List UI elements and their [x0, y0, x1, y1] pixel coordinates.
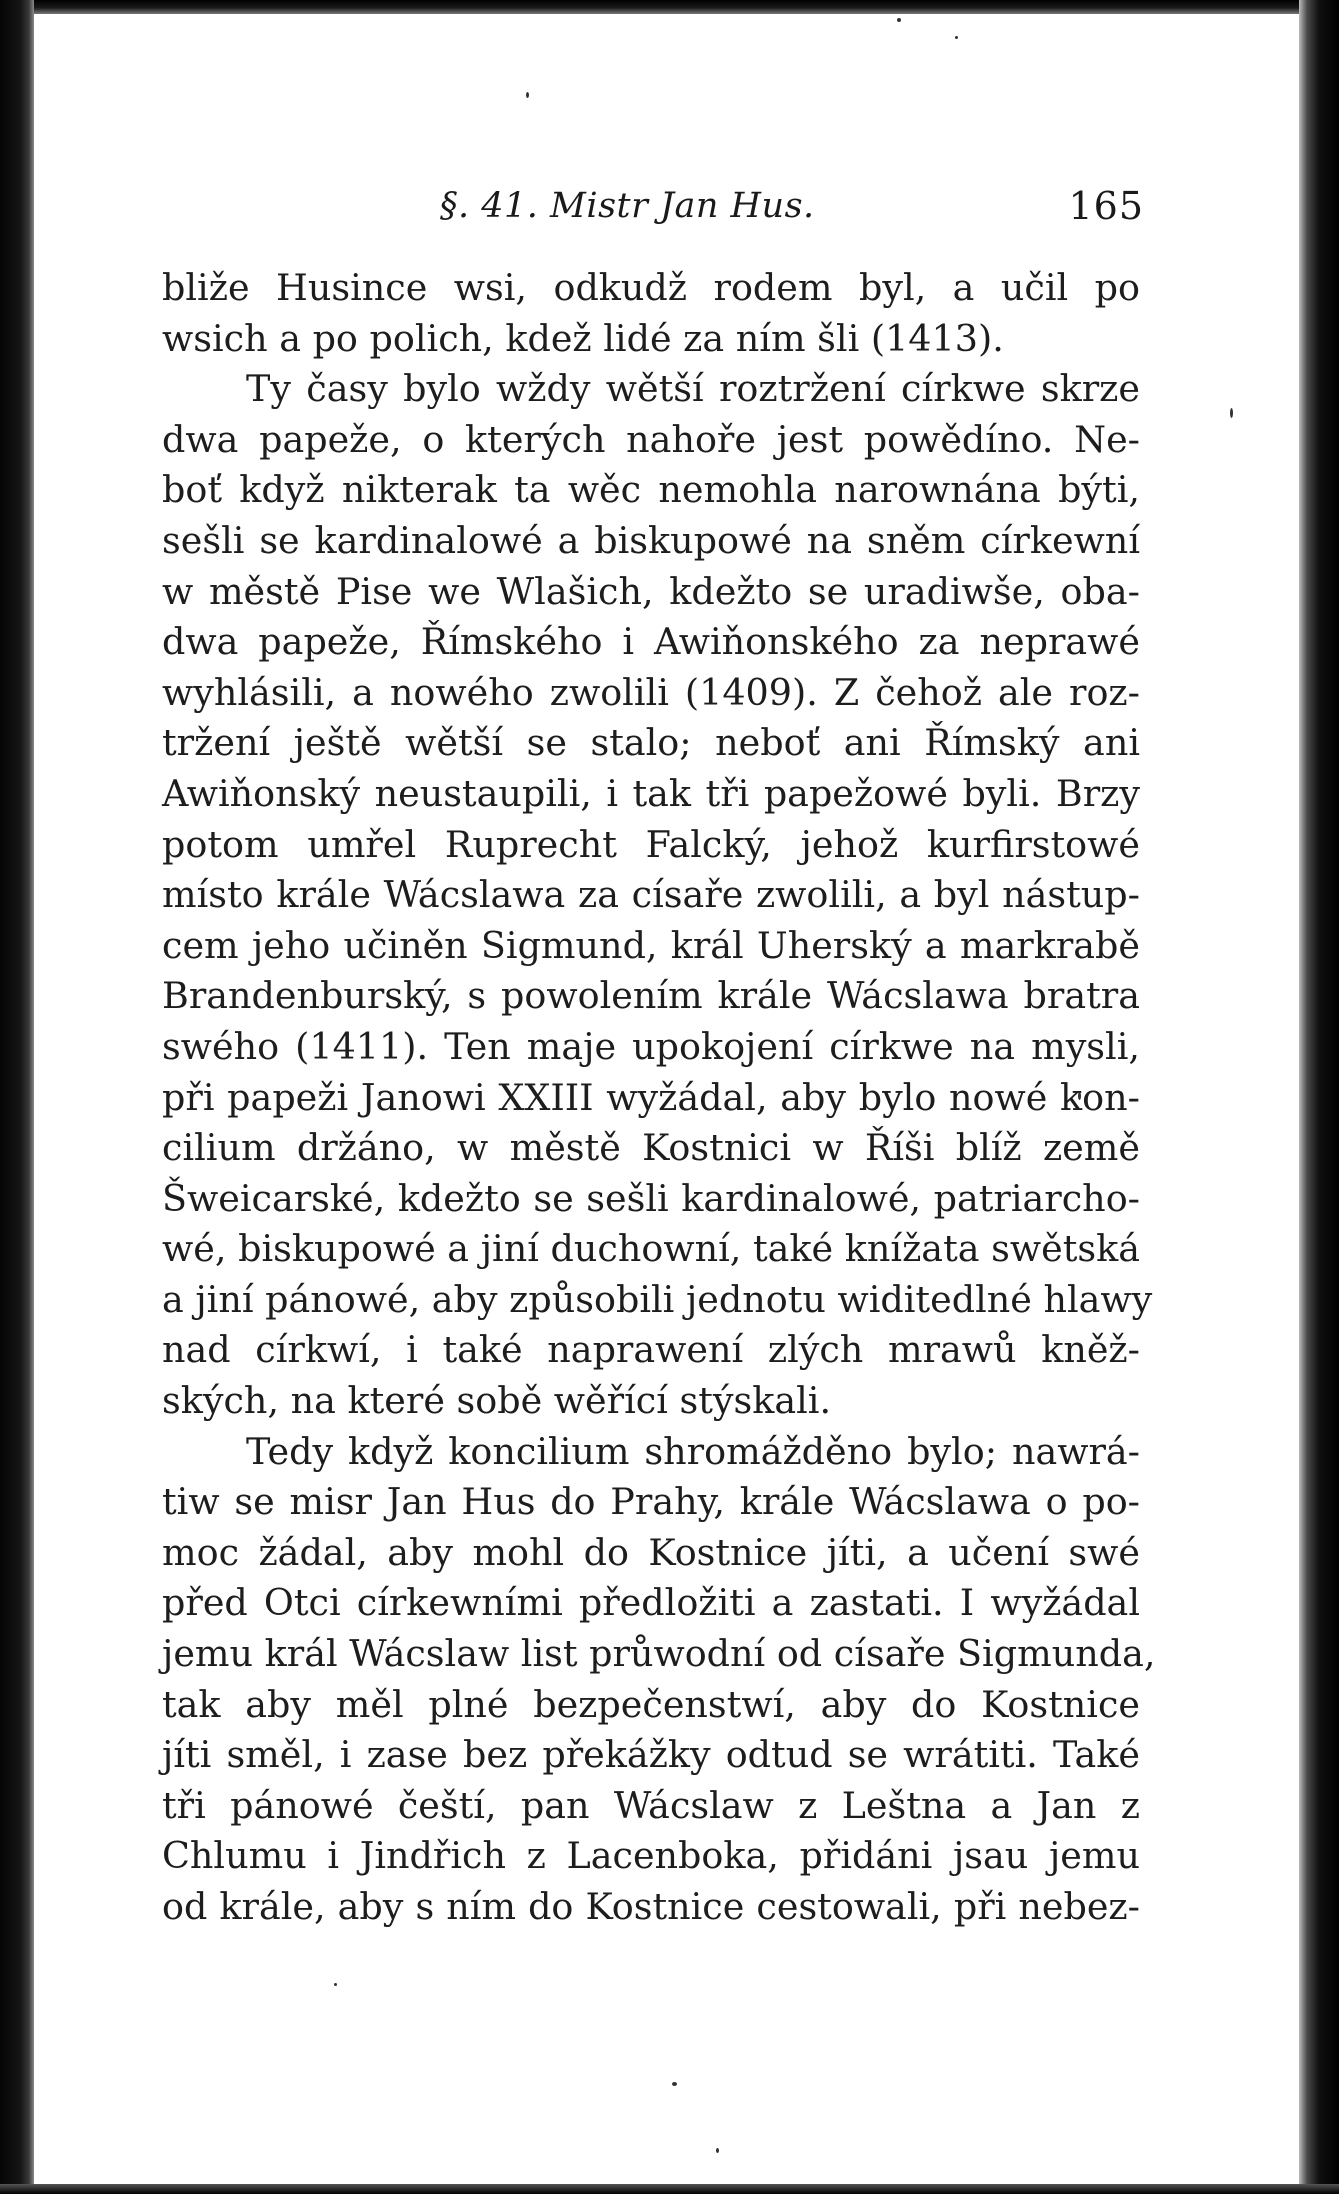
text-line: tržení ještě wětší se stalo; neboť ani Římský ani	[162, 721, 1140, 765]
text-line: potom umřel Ruprecht Falcký, jehož kurfirstowé	[162, 822, 1140, 866]
dust-speck	[526, 92, 529, 98]
text-line: wsich a po polich, kdež lidé za ním šli (1413).	[162, 316, 1004, 360]
text-line: Chlumu i Jindřich z Lacenboka, přidáni jsau jemu	[162, 1834, 1140, 1878]
running-head: §. 41. Mistr Jan Hus.	[440, 186, 815, 226]
paragraph	[162, 364, 1153, 1426]
dust-speck	[716, 2148, 719, 2153]
text-line: Tedy když koncilium shromážděno bylo; nawrá-	[246, 1429, 1140, 1473]
text-line: tak aby měl plné bezpečenstwí, aby do Kostnice	[162, 1682, 1140, 1726]
text-line: dwa papeže, Římského i Awiňonského za neprawé	[162, 620, 1140, 664]
text-line: Šweicarské, kdežto se sešli kardinalowé, patriarcho-	[162, 1176, 1140, 1220]
text-line: tři pánowé čeští, pan Wácslaw z Leštna a Jan z	[162, 1783, 1140, 1827]
scan-edge-left	[0, 0, 34, 2194]
dust-speck	[897, 18, 901, 22]
text-line: jemu král Wácslaw list průwodní od císaře Sigmunda,	[162, 1632, 1156, 1676]
text-line: nad církwí, i také naprawení zlých mrawů kněž-	[162, 1328, 1140, 1372]
text-line: ských, na které sobě wěřící stýskali.	[162, 1379, 832, 1423]
text-line: wyhlásili, a nowého zwolili (1409). Z čehož ale roz-	[162, 670, 1140, 714]
text-line: Brandenburský, s powolením krále Wácslawa bratra	[162, 974, 1140, 1018]
dust-speck	[955, 36, 958, 39]
scan-edge-right	[1299, 0, 1339, 2194]
text-line: swého (1411). Ten maje upokojení církwe na mysli,	[162, 1024, 1140, 1068]
dust-speck	[1230, 408, 1233, 418]
scan-edge-bottom	[0, 2184, 1339, 2194]
text-line: Ty časy bylo wždy wětší roztržení církwe skrze	[246, 367, 1140, 411]
text-line: cem jeho učiněn Sigmund, král Uherský a markrabě	[162, 923, 1140, 967]
text-line: dwa papeže, o kterých nahoře jest powědíno. Ne-	[162, 417, 1140, 461]
body-text	[162, 263, 1156, 1933]
text-line: při papeži Janowi XXIII wyžádal, aby bylo nowé kon-	[162, 1075, 1140, 1119]
text-line: místo krále Wácslawa za císaře zwolili, a byl nástup-	[162, 873, 1140, 917]
text-line: Awiňonský neustaupili, i tak tři papežowé byli. Brzy	[162, 771, 1140, 815]
page-header	[440, 178, 1144, 238]
text-line: w městě Pise we Wlašich, kdežto se uradiwše, oba-	[162, 569, 1140, 613]
text-line: moc žádal, aby mohl do Kostnice jíti, a učení swé	[162, 1530, 1140, 1574]
text-line: jíti směl, i zase bez překážky odtud se wrátiti. Také	[162, 1733, 1140, 1777]
dust-speck	[672, 2082, 677, 2086]
paragraph	[162, 263, 1140, 364]
text-line: před Otci církewními předložiti a zastati. I wyžádal	[162, 1581, 1140, 1625]
text-line: a jiní pánowé, aby způsobili jednotu widitedlné hlawy	[162, 1277, 1153, 1321]
text-line: tiw se misr Jan Hus do Prahy, krále Wácslawa o po-	[162, 1480, 1140, 1524]
page-number: 165	[1068, 184, 1144, 228]
text-line: cilium držáno, w městě Kostnici w Říši blíž země	[162, 1126, 1140, 1170]
text-line: sešli se kardinalowé a biskupowé na sněm církewní	[162, 518, 1140, 562]
dust-speck	[334, 1983, 337, 1986]
text-line: wé, biskupowé a jiní duchowní, také knížata swětská	[162, 1227, 1140, 1271]
text-line: bliže Husince wsi, odkudž rodem byl, a učil po	[162, 266, 1140, 309]
scan-edge-top	[0, 0, 1339, 14]
text-line: od krále, aby s ním do Kostnice cestowali, při nebez-	[162, 1885, 1140, 1928]
text-line: boť když nikterak ta wěc nemohla narownána býti,	[162, 468, 1140, 512]
paragraph	[162, 1427, 1156, 1933]
